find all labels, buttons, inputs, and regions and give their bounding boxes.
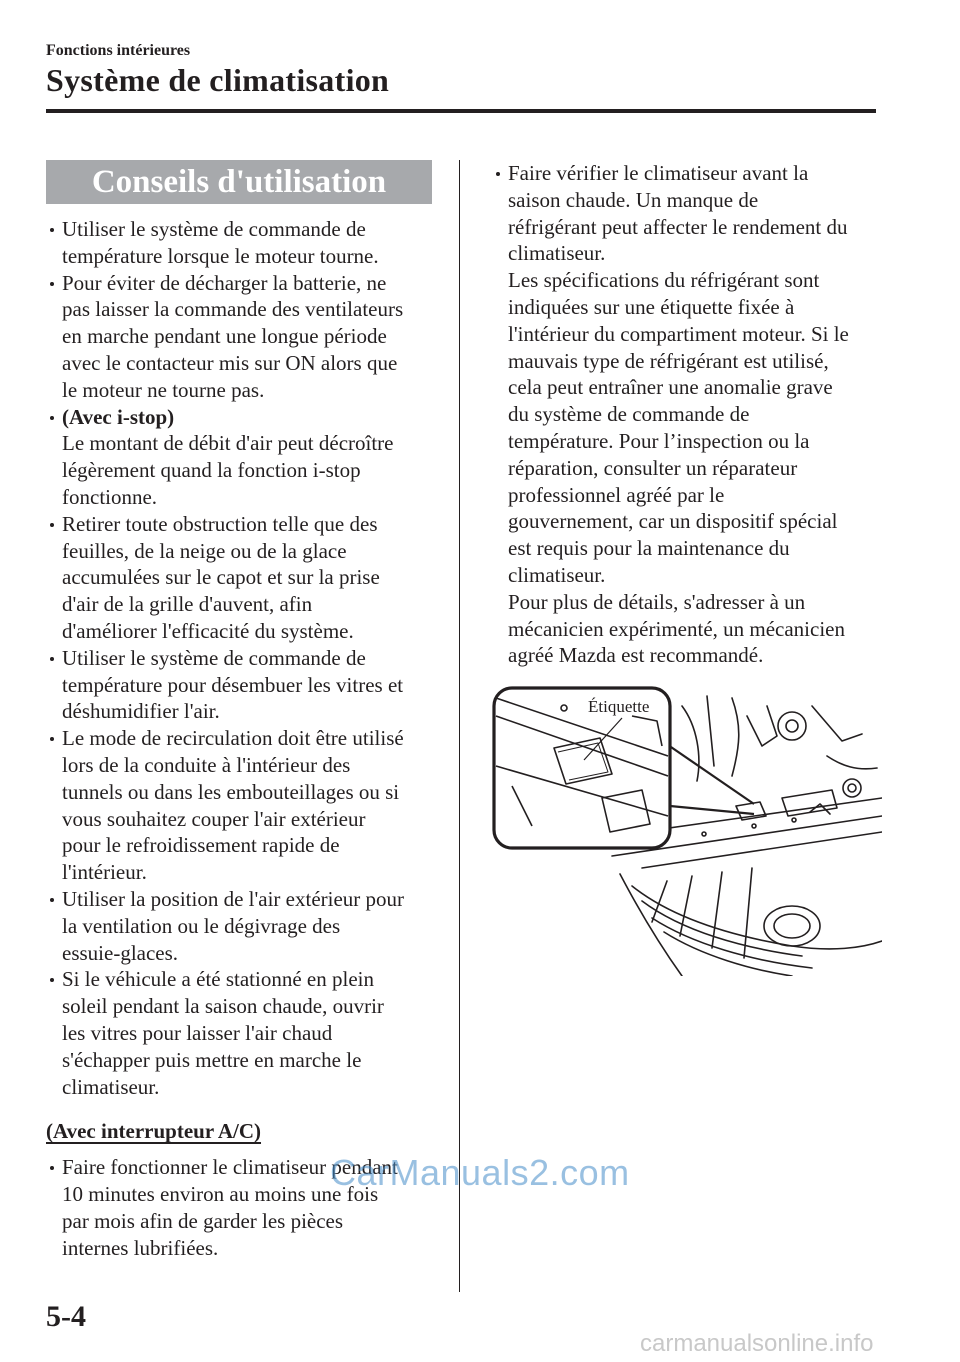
bullet-icon: [50, 978, 54, 982]
bullet-icon: [50, 282, 54, 286]
ac-switch-subheading: (Avec interrupteur A/C): [46, 1119, 262, 1144]
column-divider: [459, 160, 460, 1292]
list-item: Pour éviter de décharger la batterie, ne pas laisser la commande des ventilateurs en marche pendant une longue période avec le contacteur mis sur ON alors que le moteur ne tourne pas.: [46, 270, 436, 404]
label-caption: Étiquette: [588, 697, 650, 716]
header-rule: [46, 109, 876, 113]
tips-list: [46, 216, 436, 1100]
maintenance-list: [492, 160, 882, 669]
list-item: Utiliser la position de l'air extérieur pour la ventilation ou le dégivrage des essuie-glaces.: [46, 886, 436, 966]
list-item: Faire fonctionner le climatiseur pendant 10 minutes environ au moins une fois par mois afin de garder les pièces internes lubrifiées.: [46, 1154, 436, 1261]
bullet-icon: [496, 172, 500, 176]
bullet-icon: [50, 898, 54, 902]
item-heading: (Avec i-stop): [62, 404, 175, 429]
tips-banner: Conseils d'utilisation: [46, 160, 432, 204]
bullet-icon: [50, 657, 54, 661]
list-item: Si le véhicule a été stationné en plein soleil pendant la saison chaude, ouvrir les vitres pour laisser l'air chaud s'échapper puis mettre en marche le climatiseur.: [46, 966, 436, 1100]
footer-watermark: carmanualsonline.info: [640, 1330, 874, 1357]
subheading-block: [46, 1112, 436, 1154]
list-item: Faire vérifier le climatiseur avant la saison chaude. Un manque de réfrigérant peut affecter le rendement du climatiseur. Les spécifications du réfrigérant sont indiquées sur une étiquette fixée à l'intérieur du compartiment moteur. Si le mauvais type de réfrigérant est utilisé, cela peut entraîner une anomalie grave du système de commande de température. Pour l’inspection ou la réparation, consulter un réparateur professionnel agréé par le gouvernement, car un dispositif spécial est requis pour la maintenance du climatiseur. Pour plus de détails, s'adresser à un mécanicien expérimenté, un mécanicien agréé Mazda est recommandé.: [492, 160, 882, 669]
chapter-title: Fonctions intérieures: [46, 42, 191, 59]
left-column: [46, 216, 436, 1261]
list-item: (Avec i-stop) Le montant de débit d'air peut décroître légèrement quand la fonction i-stop fonctionne.: [46, 404, 436, 511]
watermark: CarManuals2.com: [330, 1152, 630, 1193]
bullet-icon: [50, 737, 54, 741]
emblem: [764, 906, 820, 946]
right-column: [492, 160, 882, 669]
list-item: Retirer toute obstruction telle que des feuilles, de la neige ou de la glace accumulées sur le capot et sur la prise d'air de la grille d'auvent, afin d'améliorer l'efficacité du système.: [46, 511, 436, 645]
list-item: Utiliser le système de commande de température lorsque le moteur tourne.: [46, 216, 436, 270]
engine-compartment-illustration: [492, 686, 882, 976]
section-title: Système de climatisation: [46, 62, 390, 98]
bullet-icon: [50, 416, 54, 420]
bullet-icon: [50, 523, 54, 527]
bullet-icon: [50, 1166, 54, 1170]
label-spot: [736, 802, 766, 820]
bullet-icon: [50, 228, 54, 232]
page-number: 5-4: [46, 1300, 86, 1333]
list-item: Utiliser le système de commande de température pour désembuer les vitres et déshumidifier l'air.: [46, 645, 436, 725]
list-item: Le mode de recirculation doit être utilisé lors de la conduite à l'intérieur des tunnels ou dans les embouteillages ou si vous souhaitez couper l'air extérieur pour le refroidissement rapide de l'intérieur.: [46, 725, 436, 886]
